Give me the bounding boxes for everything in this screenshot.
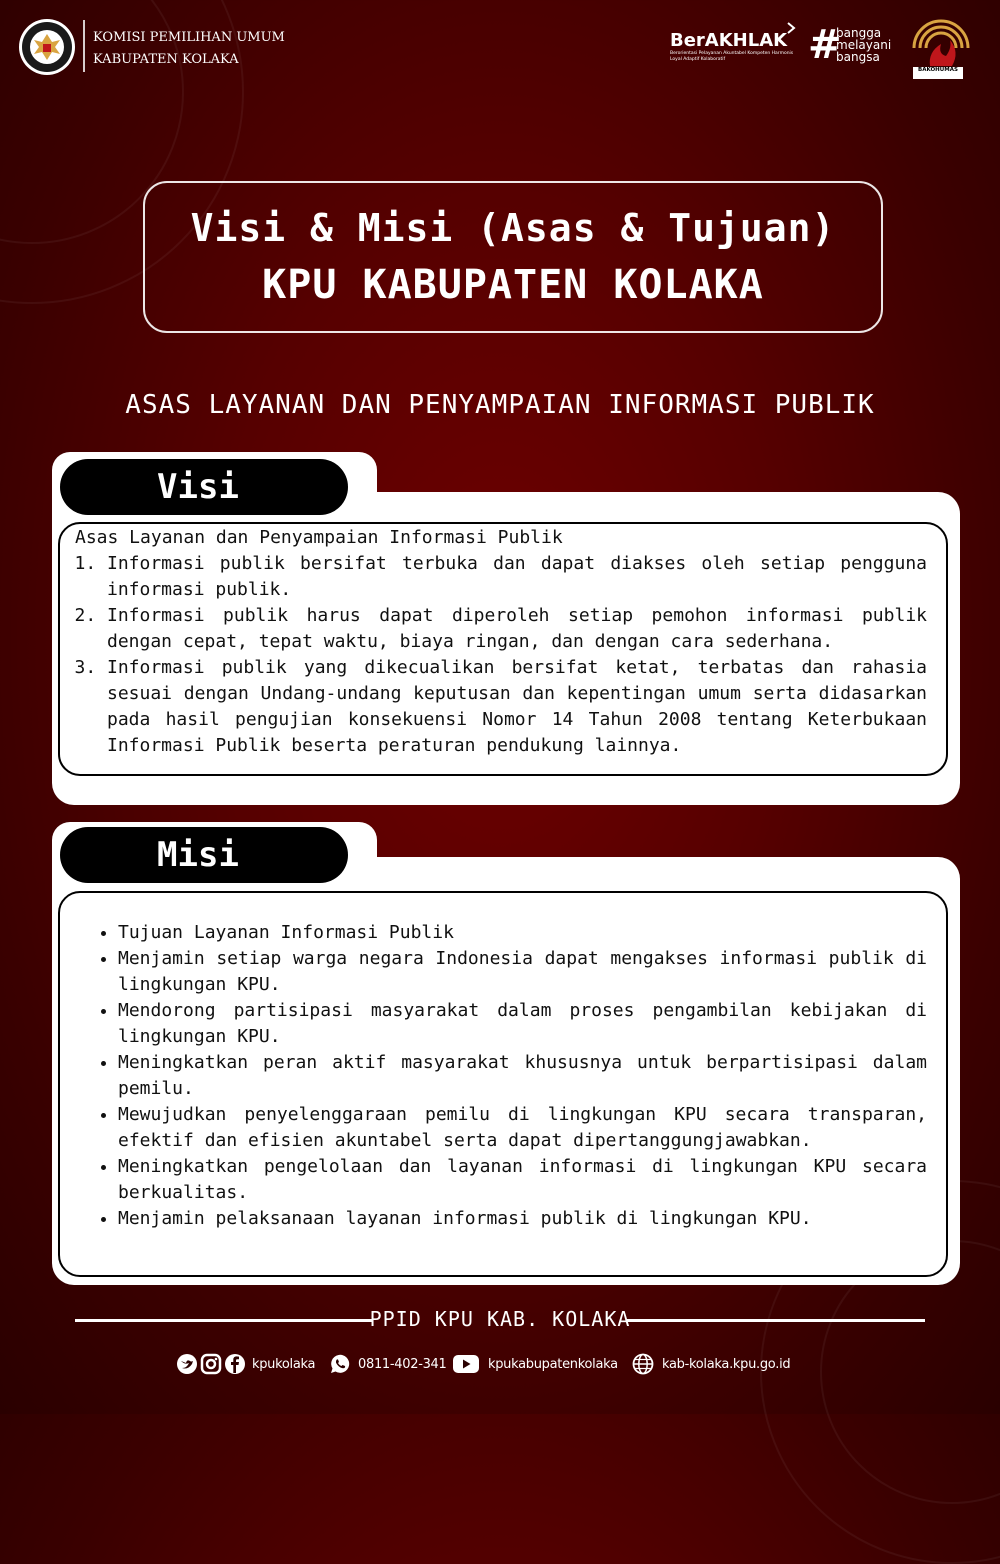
list-item: • Mewujudkan penyelenggaraan pemilu di lingkungan KPU secara transparan, efektif dan efisien akuntabel serta dapat dipertanggungjawabkan.	[118, 1102, 927, 1154]
list-item: 3. Informasi publik yang dikecualikan bersifat ketat, terbatas dan rahasia sesuai dengan Undang-undang keputusan dan kepentingan umum serta didasarkan pada hasil pengujian konsekuensi Nomor 14 Tahun 2008 tentang Keterbukaan Informasi Publik beserta peraturan pendukung lainnya.	[107, 655, 927, 759]
instagram-icon	[200, 1353, 222, 1375]
kpu-logo-icon	[18, 16, 76, 78]
berakhlak-logo	[670, 30, 800, 63]
visi-intro: Asas Layanan dan Penyampaian Informasi Publik	[75, 527, 563, 548]
misi-label-pill	[60, 827, 348, 883]
list-item: 1. Informasi publik bersifat terbuka dan dapat diakses oleh setiap pengguna informasi publik.	[107, 551, 927, 603]
org-name-line1: KOMISI PEMILIHAN UMUM	[93, 30, 285, 45]
facebook-icon	[224, 1353, 246, 1375]
youtube-icon	[452, 1353, 480, 1375]
berakhlak-tagline: Berorientasi Pelayanan Akuntabel Kompeten Harmonis Loyal Adaptif Kolaboratif	[670, 51, 794, 62]
list-item: • Menjamin pelaksanaan layanan informasi publik di lingkungan KPU.	[118, 1206, 927, 1232]
bangga-line3: bangsa	[836, 50, 880, 64]
list-item: 2. Informasi publik harus dapat diperoleh setiap pemohon informasi publik dengan cepat, tepat waktu, biaya ringan, dan dengan cara sederhana.	[107, 603, 927, 655]
header-divider	[83, 20, 85, 72]
twitter-icon	[176, 1353, 198, 1375]
org-name-line2: KABUPATEN KOLAKA	[93, 52, 239, 67]
section-heading: ASAS LAYANAN DAN PENYAMPAIAN INFORMASI PUBLIK	[125, 390, 875, 420]
misi-content	[75, 920, 927, 1232]
page-subtitle: KPU KABUPATEN KOLAKA	[262, 262, 764, 308]
youtube-link[interactable]	[452, 1350, 618, 1378]
visi-list	[75, 551, 927, 759]
footer-title: PPID KPU KAB. KOLAKA	[369, 1307, 631, 1331]
bangga-melayani-text	[836, 27, 891, 63]
berakhlak-wordmark: BerAKHLAK	[670, 30, 788, 51]
humas-label: BAKOHUMAS	[913, 67, 963, 79]
list-item: • Meningkatkan pengelolaan dan layanan informasi di lingkungan KPU secara berkualitas.	[118, 1154, 927, 1206]
website-url: kab-kolaka.kpu.go.id	[662, 1356, 791, 1372]
list-item: • Tujuan Layanan Informasi Publik	[118, 920, 927, 946]
visi-label: Visi	[157, 467, 239, 507]
social-media-link[interactable]	[176, 1350, 315, 1378]
organization-name	[93, 27, 285, 71]
visi-label-pill	[60, 459, 348, 515]
youtube-channel: kpukabupatenkolaka	[488, 1356, 618, 1372]
whatsapp-link[interactable]	[328, 1350, 447, 1378]
visi-content	[75, 525, 927, 759]
list-item: • Mendorong partisipasi masyarakat dalam proses pengambilan kebijakan di lingkungan KPU.	[118, 998, 927, 1050]
whatsapp-icon	[328, 1352, 352, 1376]
social-handle: kpukolaka	[252, 1356, 316, 1372]
list-item: • Meningkatkan peran aktif masyarakat khususnya untuk berpartisipasi dalam pemilu.	[118, 1050, 927, 1102]
bangga-melayani-logo	[808, 24, 903, 68]
title-box	[143, 181, 883, 333]
phone-number: 0811-402-341	[358, 1356, 447, 1372]
website-link[interactable]	[632, 1350, 790, 1378]
hashtag-icon: #	[808, 22, 842, 68]
bangga-line2: melayani	[836, 38, 892, 52]
misi-label: Misi	[157, 835, 239, 875]
page-title: Visi & Misi (Asas & Tujuan)	[190, 206, 836, 250]
misi-list	[75, 920, 927, 1232]
footer-social-bar	[0, 1350, 1000, 1380]
globe-icon	[632, 1353, 654, 1375]
berakhlak-chevron-icon	[786, 22, 796, 34]
bangga-line1: bangga	[836, 26, 882, 40]
list-item: • Menjamin setiap warga negara Indonesia dapat mengakses informasi publik di lingkungan KPU.	[118, 946, 927, 998]
